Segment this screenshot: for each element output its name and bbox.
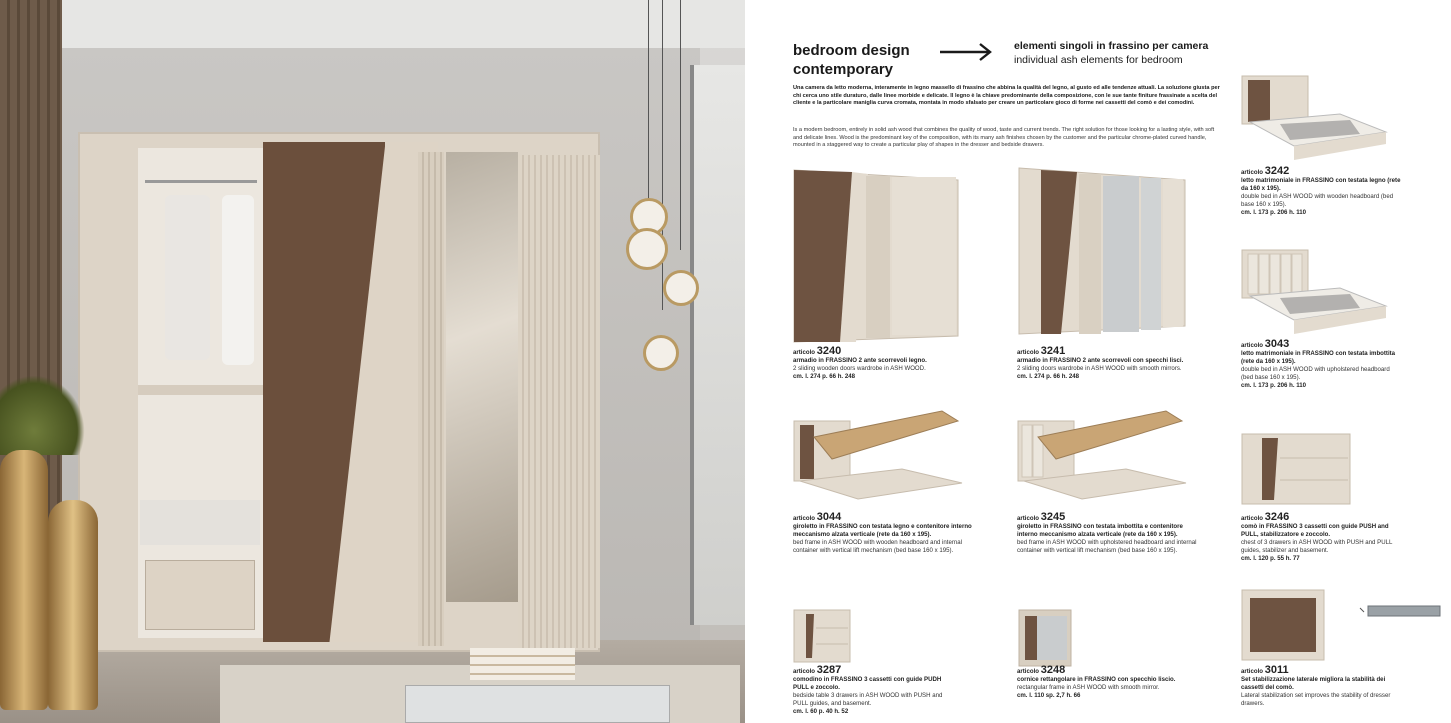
article-label: articolo [1017,668,1040,675]
hanging-garment [222,195,254,365]
dimensions: cm. l. 173 p. 206 h. 110 [1241,208,1307,216]
arrow-right-icon [940,42,996,62]
description-italian: Set stabilizzazione laterale migliora la stabilità dei cassetti del comò. [1241,675,1386,691]
article-label: articolo [1241,668,1264,675]
article-code: 3287 [816,664,842,676]
dimensions: cm. l. 173 p. 206 h. 110 [1241,381,1307,389]
description-italian: letto matrimoniale in FRASSINO con testata legno (rete da 160 x 195). [1241,176,1401,192]
article-line [793,511,973,523]
article-code: 3241 [1040,345,1066,357]
article-code: 3043 [1264,338,1290,350]
gold-vase [0,450,48,710]
product-3242 [1241,165,1401,216]
article-line [1017,345,1192,357]
description-english: bed frame in ASH WOOD with wooden headboard and internal container with vertical lift mechanism (bed base 160 x 195). [793,538,963,554]
article-label: articolo [1241,515,1264,522]
product-3246 [1241,511,1401,562]
dimensions: cm. l. 274 p. 66 h. 248 [793,372,855,380]
glass-coffee-table [405,685,670,723]
article-code: 3044 [816,511,842,523]
storage-bed-3245-image [1016,407,1188,507]
window [690,65,745,625]
wardrobe-drawers [145,560,255,630]
subtitle-english: individual ash elements for bedroom [1014,54,1183,66]
article-label: articolo [1017,515,1040,522]
hanging-garment [165,195,210,360]
article-code: 3248 [1040,664,1066,676]
product-3241 [1017,345,1192,381]
product-3245 [1017,511,1197,555]
article-label: articolo [793,515,816,522]
article-code: 3246 [1264,511,1290,523]
article-line [1241,511,1401,523]
intro-english: Is a modern bedroom, entirely in solid ash wood that combines the quality of wood, taste and current trends. The right solution for those looking for a lasting style, with soft and delicate lines. Wood is the predominant key of the composition, with its many ash finishes chosen by the customer and the particular chrome-plated curved handle, mounted in a staggered way to create a particular play of shapes in the dresser and bedside drawers. [793,127,1215,149]
wardrobe-3241-image [1017,166,1187,336]
description-italian: armadio in FRASSINO 2 ante scorrevoli con specchi lisci. [1017,356,1184,364]
product-3044 [793,511,973,555]
article-line [793,345,963,357]
chest-3246-image [1240,432,1352,508]
product-3043 [1241,338,1401,389]
dimensions: cm. l. 60 p. 40 h. 52 [793,707,849,715]
plant [0,375,85,455]
subtitle-italian: elementi singoli in frassino per camera [1014,40,1209,52]
article-code: 3240 [816,345,842,357]
article-line [1241,338,1401,350]
article-label: articolo [1241,342,1264,349]
pendant-wire [680,0,681,250]
article-line [793,664,953,676]
article-line [1241,664,1406,676]
article-code: 3242 [1264,165,1290,177]
bed-3242-image [1240,74,1388,166]
storage-boxes [140,500,260,545]
description-italian: comodino in FRASSINO 3 cassetti con guide PUDH PULL e zoccolo. [793,675,942,691]
article-code: 3245 [1040,511,1066,523]
article-code: 3011 [1264,664,1289,676]
description-italian: giroletto in FRASSINO con testata legno e contenitore interno meccanismo alzata verticale (rete da 160 x 195). [793,522,972,538]
article-label: articolo [1017,349,1040,356]
dimensions: cm. l. 274 p. 66 h. 248 [1017,372,1079,380]
product-3287 [793,664,953,715]
product-3011 [1241,664,1406,708]
article-line [1241,165,1401,177]
description-english: double bed in ASH WOOD with wooden headboard (bed base 160 x 195). [1241,192,1394,208]
bed-3043-image [1240,248,1388,340]
description-english: double bed in ASH WOOD with upholstered headboard (bed base 160 x 195). [1241,365,1390,381]
article-line [1017,664,1177,676]
storage-bed-3044-image [792,407,964,507]
product-3240 [793,345,963,381]
pendant-lamp [626,228,668,270]
title-line: contemporary [793,61,894,78]
description-english: rectangular frame in ASH WOOD with smooth mirror. [1017,683,1160,691]
description-italian: cornice rettangolare in FRASSINO con specchio liscio. [1017,675,1176,683]
wardrobe-3240-image [792,166,960,346]
fluted-panel [418,152,444,646]
article-label: articolo [793,349,816,356]
intro-italian: Una camera da letto moderna, interamente in legno massello di frassino che abbina la qualità del legno, al gusto ed alle tendenze attuali. La soluzione giusta per chi cerca uno stile duraturo, dalle linee morbide e delicate. Il legno è la chiave predominante della composizione, con le sue tante finiture frassinate a scelta del cliente e la particolare maniglia curva cromata, montata in modo sfalsato per creare un particolare gioco di forme nei cassetti del comò e dei comodini. [793,85,1220,107]
product-3248 [1017,664,1177,700]
description-english: bedside table 3 drawers in ASH WOOD with PUSH and PULL guides, and basement. [793,691,943,707]
article-line [1017,511,1197,523]
page-title [793,41,933,79]
article-label: articolo [793,668,816,675]
title-line: bedroom design [793,42,910,59]
article-label: articolo [1241,169,1264,176]
description-english: Lateral stabilization set improves the stability of dresser drawers. [1241,691,1391,707]
mirror-door [446,152,518,602]
stabilizer-3011-image [1240,588,1451,666]
book-stack [470,648,575,680]
ash-door [518,155,600,648]
ceiling [0,0,745,48]
dimensions: cm. l. 110 sp. 2,7 h. 66 [1017,691,1081,699]
nightstand-3287-image [792,608,852,666]
pendant-lamp [643,335,679,371]
description-english: 2 sliding wooden doors wardrobe in ASH WOOD. [793,364,926,372]
description-english: chest of 3 drawers in ASH WOOD with PUSH and PULL guides, stabilizer and basement. [1241,538,1393,554]
dimensions: cm. l. 120 p. 55 h. 77 [1241,554,1300,562]
description-italian: comò in FRASSINO 3 cassetti con guide PUSH and PULL, stabilizzatore e zoccolo. [1241,522,1389,538]
description-italian: armadio in FRASSINO 2 ante scorrevoli legno. [793,356,927,364]
gold-vase [48,500,98,710]
pendant-lamp [663,270,699,306]
description-italian: giroletto in FRASSINO con testata imbottita e contenitore interno meccanismo alzata verticale (rete da 160 x 195). [1017,522,1183,538]
description-english: bed frame in ASH WOOD with upholstered headboard and internal container with vertical lift mechanism (bed base 160 x 195). [1017,538,1197,554]
mirror-3248-image [1017,608,1073,668]
description-english: 2 sliding doors wardrobe in ASH WOOD with smooth mirrors. [1017,364,1182,372]
pendant-wire [648,0,649,200]
description-italian: letto matrimoniale in FRASSINO con testata imbottita (rete da 160 x 195). [1241,349,1396,365]
wardrobe-shelf [138,385,263,395]
hanging-rail [145,180,257,183]
